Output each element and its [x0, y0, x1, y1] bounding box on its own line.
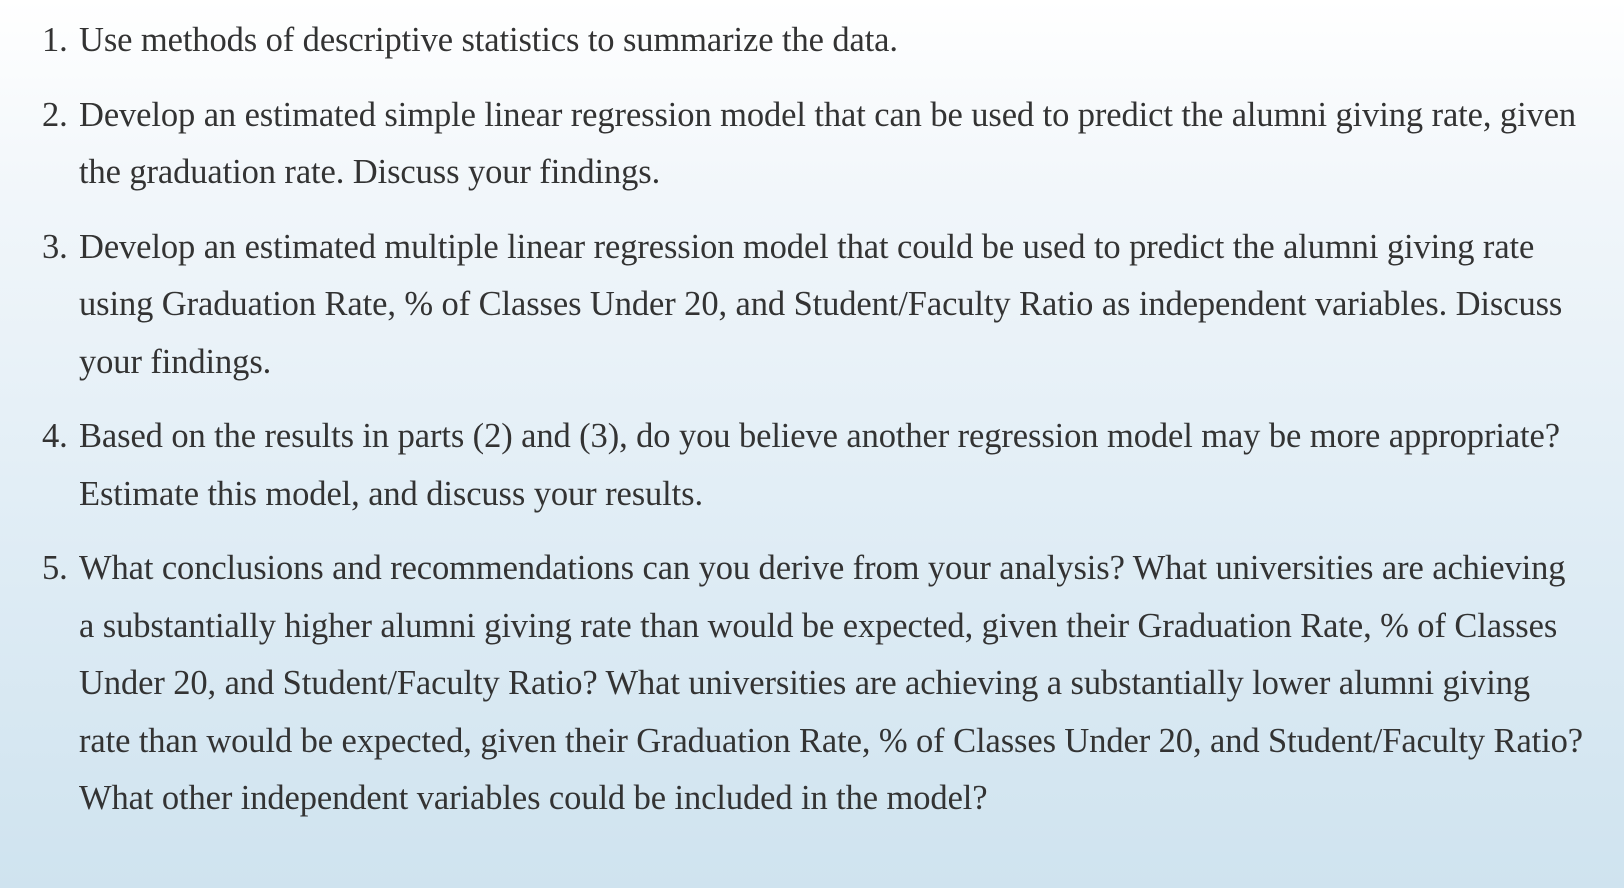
- question-item-4: [42, 408, 1584, 523]
- question-number: 2.: [42, 95, 68, 134]
- question-text: Based on the results in parts (2) and (3), do you believe another regression model may be more appropriate? Estimate this model, and discuss your results.: [79, 417, 1560, 513]
- question-item-3: [42, 219, 1584, 392]
- question-text: Develop an estimated simple linear regression model that can be used to predict the alumni giving rate, given the graduation rate. Discuss your findings.: [79, 95, 1577, 191]
- question-number: 1.: [42, 21, 68, 59]
- question-number: 4.: [42, 417, 68, 455]
- question-number: 5.: [42, 549, 68, 587]
- question-item-2: [42, 87, 1584, 202]
- question-text: Use methods of descriptive statistics to summarize the data.: [79, 21, 898, 59]
- question-item-1: [42, 12, 1584, 70]
- question-item-5: [42, 540, 1584, 828]
- question-number: 3.: [42, 227, 68, 266]
- question-text: Develop an estimated multiple linear regression model that could be used to predict the alumni giving rate using Graduation Rate, % of Classes Under 20, and Student/Faculty Ratio as independent variables. Discuss your findings.: [79, 227, 1563, 381]
- question-text: What conclusions and recommendations can you derive from your analysis? What universities are achieving a substantially higher alumni giving rate than would be expected, given their Graduation Rate, % of Classes Under 20, and Student/Faculty Ratio? What universities are achieving a substantially lower alumni giving rate than would be expected, given their Graduation Rate, % of Classes Under 20, and Student/Faculty Ratio? What other independent variables could be included in the model?: [79, 549, 1584, 817]
